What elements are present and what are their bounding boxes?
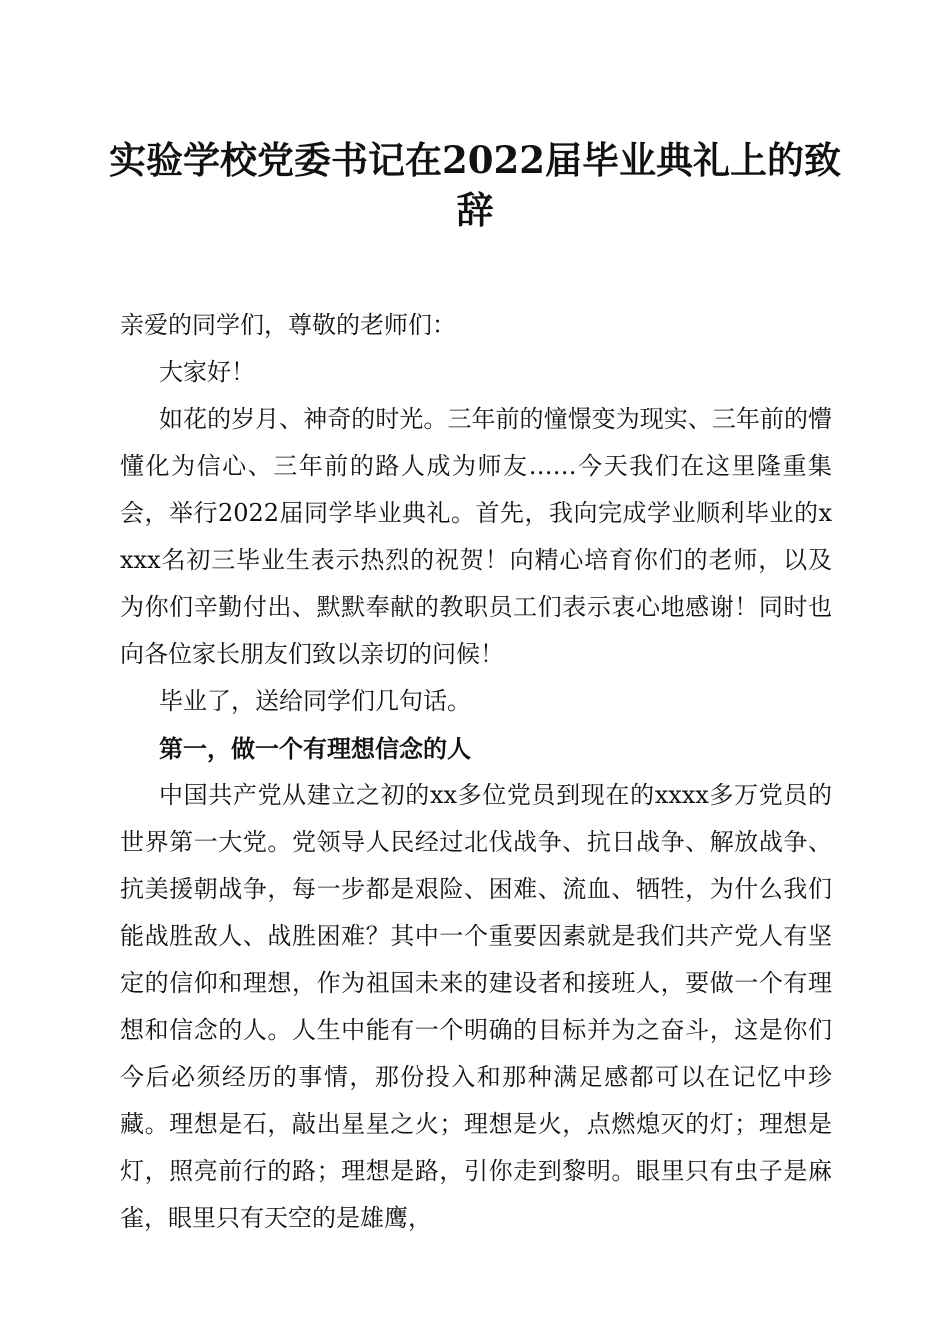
document-title: 实验学校党委书记在2022届毕业典礼上的致辞 <box>109 138 841 232</box>
section-heading-ideals: 第一，做一个有理想信念的人 <box>159 734 471 763</box>
document-body <box>120 302 832 1242</box>
paragraph-graduation: 毕业了，送给同学们几句话。 <box>159 687 471 715</box>
paragraph-opening: 如花的岁月、神奇的时光。三年前的憧憬变为现实、三年前的懵懂化为信心、三年前的路人成为师友……今天我们在这里隆重集会，举行2022届同学毕业典礼。首先，我向完成学业顺利毕业的xxxx名初三毕业生表示热烈的祝贺！向精心培育你们的老师，以及为你们辛勤付出、默默奉献的教职员工们表示衷心地感谢！同时也向各位家长朋友们致以亲切的问候！ <box>120 405 832 668</box>
greeting: 大家好！ <box>159 358 255 386</box>
salutation: 亲爱的同学们，尊敬的老师们： <box>120 311 456 339</box>
paragraph-ideals: 中国共产党从建立之初的xx多位党员到现在的xxxx多万党员的世界第一大党。党领导人民经过北伐战争、抗日战争、解放战争、抗美援朝战争，每一步都是艰险、困难、流血、牺牲，为什么我们能战胜敌人、战胜困难？其中一个重要因素就是我们共产党人有坚定的信仰和理想，作为祖国未来的建设者和接班人，要做一个有理想和信念的人。人生中能有一个明确的目标并为之奋斗，这是你们今后必须经历的事情，那份投入和那种满足感都可以在记忆中珍藏。理想是石，敲出星星之火；理想是火，点燃熄灭的灯；理想是灯，照亮前行的路；理想是路，引你走到黎明。眼里只有虫子是麻雀，眼里只有天空的是雄鹰， <box>120 781 832 1232</box>
